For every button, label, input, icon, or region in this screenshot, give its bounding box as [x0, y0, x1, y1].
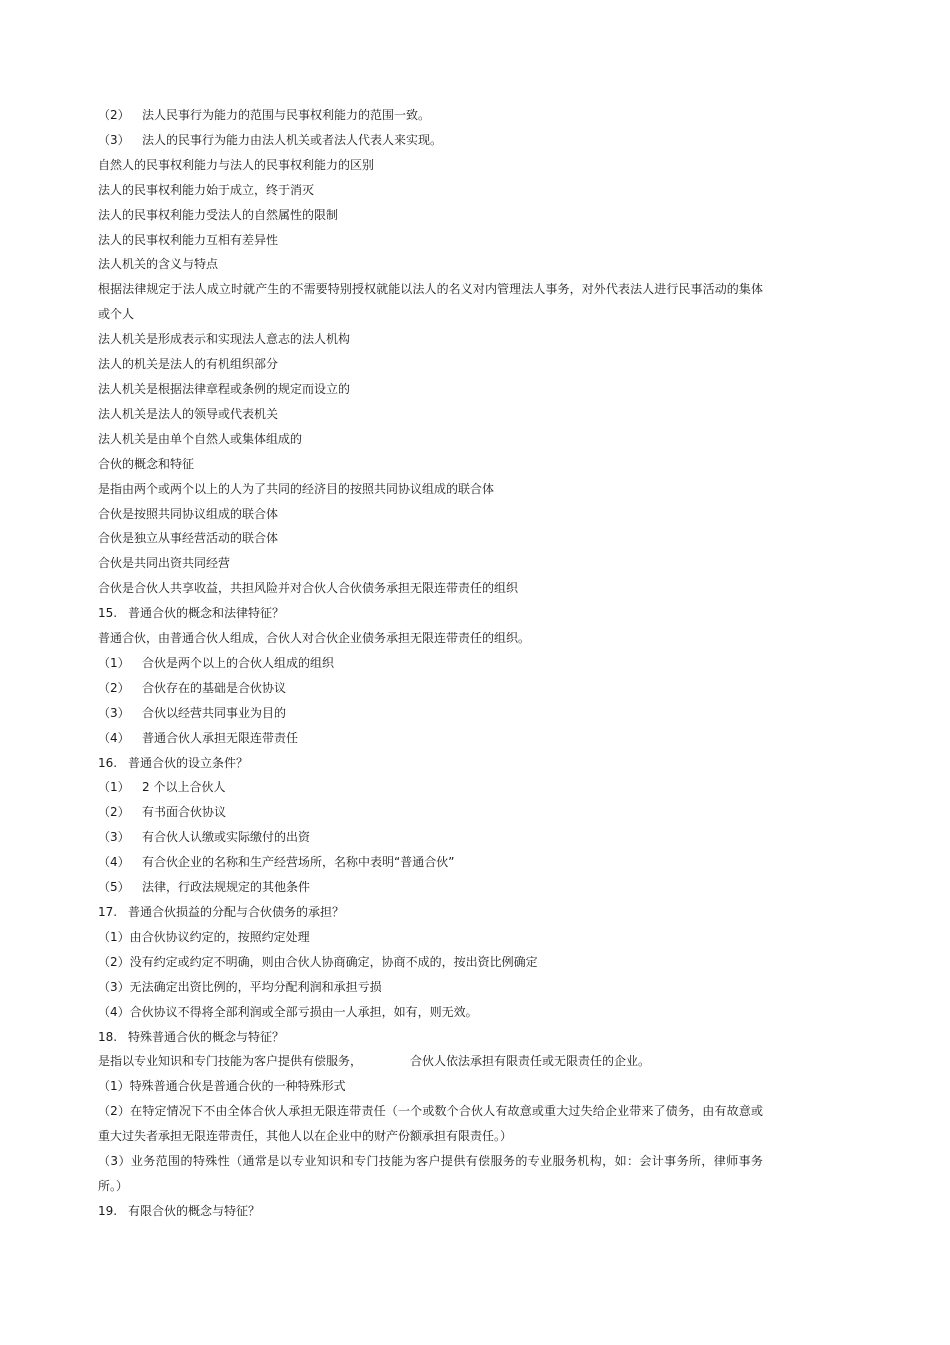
list-item — [98, 701, 763, 726]
text-line: 合伙的概念和特征 — [98, 456, 195, 471]
question-heading — [98, 751, 763, 776]
question-number: 18. — [98, 1029, 118, 1044]
text-line: 法人机关的含义与特点 — [98, 257, 219, 272]
item-text: 合伙存在的基础是合伙协议 — [142, 680, 287, 695]
item-number: （2） — [98, 805, 130, 820]
question-number: 17. — [98, 905, 118, 919]
item-text: 合伙是两个以上的合伙人组成的组织 — [142, 655, 335, 670]
text-line: 自然人的民事权利能力与法人的民事权利能力的区别 — [98, 157, 375, 172]
question-number: 16. — [98, 755, 118, 770]
item-text: 法人民事行为能力的范围与民事权利能力的范围一致。 — [142, 108, 431, 122]
item-text: 法律，行政法规规定的其他条件 — [142, 880, 311, 895]
list-item — [98, 875, 763, 900]
text-line: 法人的民事权利能力始于成立，终于消灭 — [98, 182, 315, 197]
paragraph: （3）业务范围的特殊性（通常是以专业知识和专门技能为客户提供有偿服务的专业服务机构，如：会计事务所，律师事务所。） — [98, 1154, 763, 1193]
list-item — [98, 103, 763, 128]
question-number: 19. — [98, 1203, 118, 1218]
list-item — [98, 726, 763, 751]
question-text: 普通合伙损益的分配与合伙债务的承担？ — [128, 905, 345, 919]
list-item — [98, 775, 763, 800]
text-line: 法人机关是由单个自然人或集体组成的 — [98, 431, 303, 446]
paragraph: 根据法律规定于法人成立时就产生的不需要特别授权就能以法人的名义对内管理法人事务，对外代表法人进行民事活动的集体或个人 — [98, 282, 763, 322]
text-line: 法人的机关是法人的有机组织部分 — [98, 357, 279, 372]
item-text: 普通合伙人承担无限连带责任 — [142, 730, 299, 745]
question-text: 普通合伙的设立条件？ — [128, 755, 249, 770]
question-heading — [98, 900, 763, 925]
list-item — [98, 128, 763, 153]
item-number: （4） — [98, 730, 130, 745]
text-line: （1）特殊普通合伙是普通合伙的一种特殊形式 — [98, 1079, 346, 1094]
text-line: （2）没有约定或约定不明确，则由合伙人协商确定，协商不成的，按出资比例确定 — [98, 954, 538, 969]
list-item — [98, 800, 763, 825]
question-text: 特殊普通合伙的概念与特征？ — [128, 1029, 285, 1044]
document-page — [98, 103, 763, 1224]
question-heading — [98, 1025, 763, 1050]
text-line: 法人机关是根据法律章程或条例的规定而设立的 — [98, 381, 351, 396]
text-line: 法人的民事权利能力受法人的自然属性的限制 — [98, 207, 339, 222]
item-number: （1） — [98, 780, 130, 795]
question-text: 有限合伙的概念与特征？ — [128, 1203, 261, 1218]
text-line: 法人机关是法人的领导或代表机关 — [98, 406, 279, 421]
text-line: （3）无法确定出资比例的，平均分配利润和承担亏损 — [98, 979, 382, 994]
item-number: （4） — [98, 855, 130, 870]
question-number: 15. — [98, 606, 118, 621]
item-number: （5） — [98, 880, 130, 895]
text-line: （4）合伙协议不得将全部利润或全部亏损由一人承担，如有，则无效。 — [98, 1004, 478, 1019]
item-number: （2） — [98, 108, 130, 122]
item-text: 合伙以经营共同事业为目的 — [142, 705, 287, 720]
list-item — [98, 676, 763, 701]
item-text: 有合伙人认缴或实际缴付的出资 — [142, 830, 311, 845]
text-line — [98, 1049, 763, 1074]
item-number: （2） — [98, 680, 130, 695]
question-heading — [98, 1199, 763, 1224]
list-item — [98, 651, 763, 676]
item-text: 2 个以上合伙人 — [142, 780, 226, 795]
question-text: 普通合伙的概念和法律特征？ — [128, 606, 285, 621]
text-line: 合伙是独立从事经营活动的联合体 — [98, 531, 279, 546]
item-text: 有书面合伙协议 — [142, 805, 227, 820]
list-item — [98, 850, 763, 875]
text-line: 是指由两个或两个以上的人为了共同的经济目的按照共同协议组成的联合体 — [98, 481, 495, 496]
question-heading — [98, 601, 763, 626]
paragraph: （2）在特定情况下不由全体合伙人承担无限连带责任（一个或数个合伙人有故意或重大过失给企业带来了债务，由有故意或重大过失者承担无限连带责任，其他人以在企业中的财产份额承担有限责任。） — [98, 1104, 763, 1144]
text-line: 法人机关是形成表示和实现法人意志的法人机构 — [98, 332, 351, 347]
definition-part-1: 是指以专业知识和专门技能为客户提供有偿服务， — [98, 1054, 363, 1069]
text-line: 合伙是按照共同协议组成的联合体 — [98, 506, 279, 521]
text-line: 合伙是合伙人共享收益，共担风险并对合伙人合伙债务承担无限连带责任的组织 — [98, 581, 519, 596]
text-line: 普通合伙，由普通合伙人组成，合伙人对合伙企业债务承担无限连带责任的组织。 — [98, 631, 531, 646]
item-number: （3） — [98, 132, 130, 147]
definition-part-2: 合伙人依法承担有限责任或无限责任的企业。 — [410, 1054, 651, 1069]
text-line: （1）由合伙协议约定的，按照约定处理 — [98, 929, 310, 944]
item-text: 有合伙企业的名称和生产经营场所，名称中表明“普通合伙” — [142, 855, 455, 870]
item-number: （1） — [98, 655, 130, 670]
text-line: 法人的民事权利能力互相有差异性 — [98, 232, 279, 247]
text-line: 合伙是共同出资共同经营 — [98, 556, 231, 571]
item-number: （3） — [98, 705, 130, 720]
item-number: （3） — [98, 830, 130, 845]
list-item — [98, 825, 763, 850]
item-text: 法人的民事行为能力由法人机关或者法人代表人来实现。 — [142, 132, 443, 147]
